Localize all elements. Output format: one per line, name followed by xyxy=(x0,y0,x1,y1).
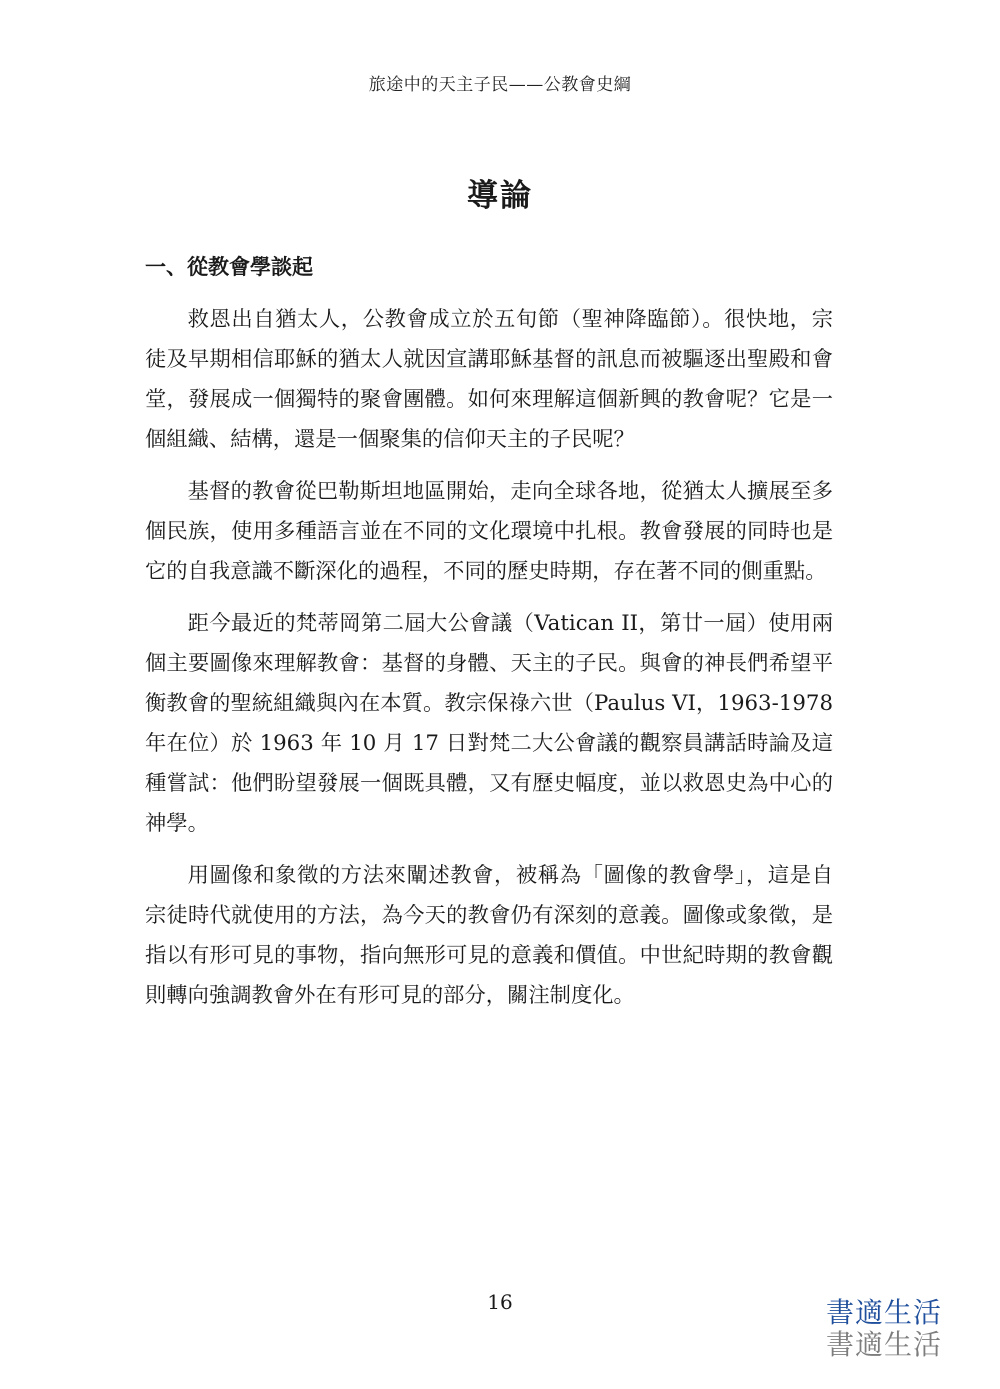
chapter-title: 導論 xyxy=(467,178,533,214)
publisher-watermark-shadow: 書適生活 xyxy=(825,1328,942,1361)
paragraph: 距今最近的梵蒂岡第二屆大公會議（Vatican II，第廿一屆）使用兩個主要圖像來理解教會：基督的身體、天主的子民。與會的神長們希望平衡教會的聖統組織與內在本質。教宗保祿六世（Paulus VI，1963-1978 年在位）於 1963 年 10 月 17 日對梵二大公會議的觀察員講話時論及這種嘗試：他們盼望發展一個既具體，又有歷史幅度，並以救恩史為中心的神學。 xyxy=(145,611,833,836)
running-header: 旅途中的天主子民——公教會史綱 xyxy=(368,75,632,95)
publisher-watermark: 書適生活 xyxy=(825,1296,942,1329)
section-heading: 一、從教會學談起 xyxy=(145,255,313,279)
page-number: 16 xyxy=(487,1290,513,1314)
paragraph: 救恩出自猶太人，公教會成立於五旬節（聖神降臨節）。很快地，宗徒及早期相信耶穌的猶太人就因宣講耶穌基督的訊息而被驅逐出聖殿和會堂，發展成一個獨特的聚會團體。如何來理解這個新興的教會呢？它是一個組織、結構，還是一個聚集的信仰天主的子民呢？ xyxy=(145,307,833,452)
paragraph: 基督的教會從巴勒斯坦地區開始，走向全球各地，從猶太人擴展至多個民族，使用多種語言並在不同的文化環境中扎根。教會發展的同時也是它的自我意識不斷深化的過程，不同的歷史時期，存在著不同的側重點。 xyxy=(145,479,833,584)
body-text xyxy=(145,300,833,1028)
paragraph: 用圖像和象徵的方法來闡述教會，被稱為「圖像的教會學」，這是自宗徒時代就使用的方法，為今天的教會仍有深刻的意義。圖像或象徵，是指以有形可見的事物，指向無形可見的意義和價值。中世紀時期的教會觀則轉向強調教會外在有形可見的部分，關注制度化。 xyxy=(145,863,833,1008)
